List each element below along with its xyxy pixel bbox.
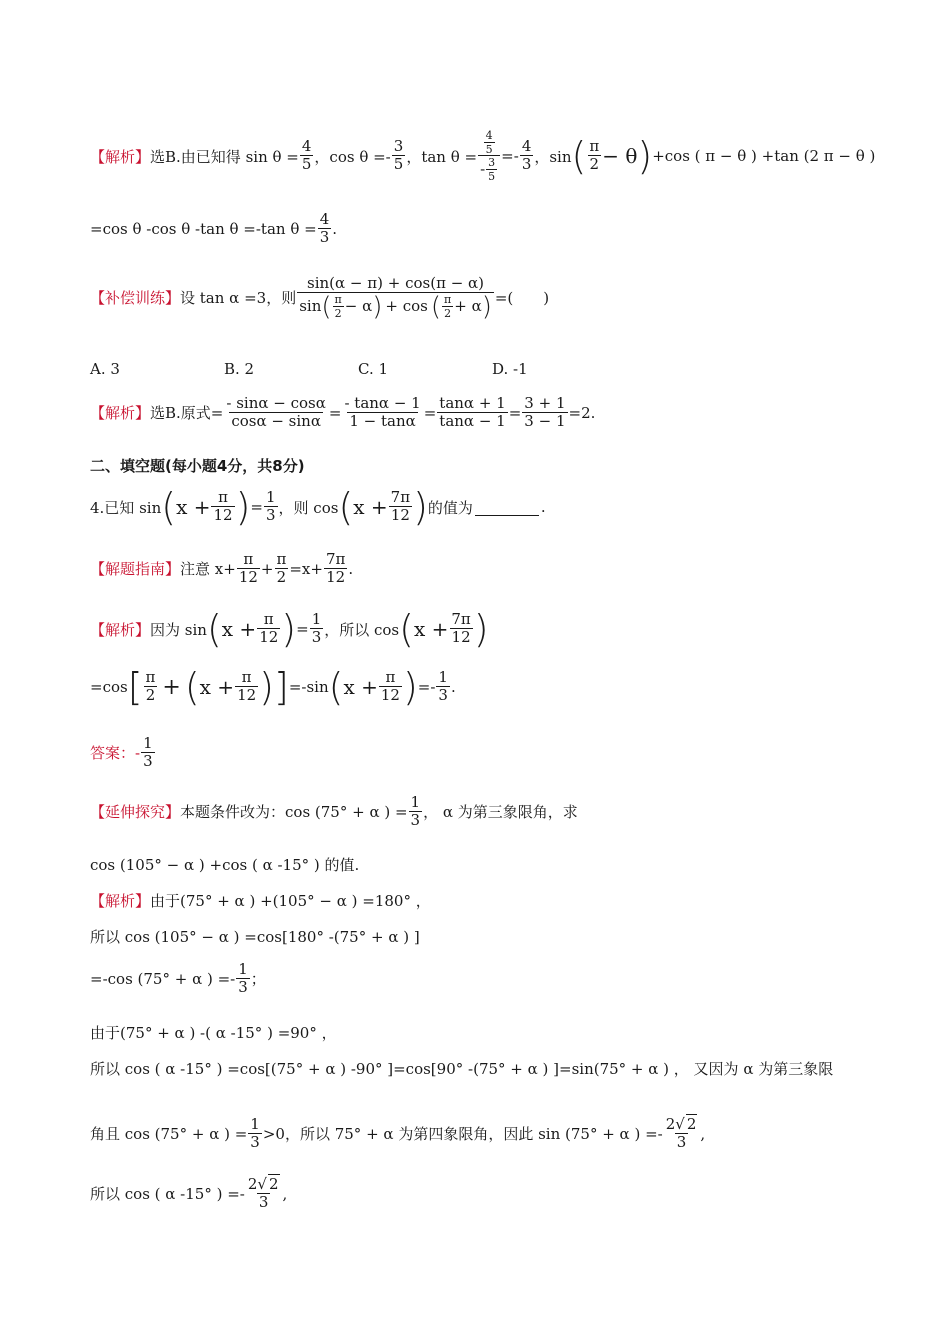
right-paren: ) <box>637 134 653 179</box>
text: ，sin <box>534 147 572 166</box>
fraction: $\frac{1}{3}$ <box>250 1115 260 1151</box>
extension-tag: 【延伸探究】 <box>90 803 181 822</box>
text: x + <box>353 495 388 519</box>
theta-term: − θ <box>602 144 638 169</box>
practice-line <box>90 276 549 320</box>
text: =cos θ -cos θ -tan θ =-tan θ = <box>90 219 317 238</box>
solution-line-1: 【解析】 因为 sin ( x + $\frac{\pi}{12}$ ) = $\frac{1}{3}$ ，所以 cos ( x + $\frac{7\pi}{12}$ ) <box>90 607 489 651</box>
analysis-tag: 【解析】 <box>90 147 151 166</box>
hint-tag: 【解题指南】 <box>90 560 181 579</box>
fraction: $\frac{3}{5}$ <box>393 137 404 174</box>
analysis-line-3 <box>90 396 595 430</box>
analysis-tag: 【解析】 <box>90 404 151 423</box>
text: =-sin <box>288 678 329 696</box>
text: 的值为 <box>427 498 473 517</box>
text: 所以 cos ( α -15° ) =- <box>90 1185 245 1204</box>
answer-line <box>90 736 156 770</box>
text: 选B.由已知得 sin θ = <box>150 147 299 166</box>
text: ； <box>250 970 266 989</box>
fraction: $\frac{\pi}{12}$ <box>380 668 400 704</box>
text: =( ) <box>494 289 550 308</box>
solution-line-2: =cos [ $\frac{\pi}{2}$ + ( x + $\frac{\pi}{12}$ ) ] =-sin ( x + $\frac{\pi}{12}$ ) =- $\frac{1}{3}$ . <box>90 665 456 709</box>
text: - <box>135 743 141 762</box>
text: x + <box>413 617 449 641</box>
text: = <box>423 403 437 422</box>
right-bracket: ] <box>273 665 289 709</box>
fraction: $\frac{1}{3}$ <box>143 734 153 770</box>
extension-line-2: cos (105° − α ) +cos ( α -15° ) 的值. <box>90 856 360 874</box>
analysis-tag: 【解析】 <box>90 892 151 910</box>
extension-solution-7 <box>90 1177 287 1211</box>
extension-solution-4: 由于(75° + α ) -( α -15° ) =90° ， <box>90 1024 337 1042</box>
text: = <box>296 620 309 638</box>
option-c[interactable]: C. 1 <box>358 360 389 378</box>
fraction: $\frac{7\pi}{12}$ <box>451 610 471 646</box>
text: 选B.原式= <box>150 404 224 423</box>
radical-fraction: $\frac{2√ 2}{3}$ <box>247 1175 279 1211</box>
text: x + <box>199 675 235 699</box>
text: = <box>508 403 522 422</box>
fraction: $\frac{\pi}{12}$ <box>237 668 257 704</box>
option-b[interactable]: B. 2 <box>224 360 255 378</box>
compound-fraction: sin(α − π) + cos(π − α) sin ( $\frac{\pi}{2}$ − α ) + cos ( $\frac{\pi}{2}$ + α ) <box>299 274 492 322</box>
text: 4.已知 sin <box>90 498 162 517</box>
text: 因为 sin <box>150 620 207 639</box>
text: , <box>282 1184 288 1203</box>
fraction: $\frac{4}{3}$ <box>521 137 532 174</box>
fraction: $\frac{4}{5}$ <box>301 137 312 174</box>
section-heading: 二、填空题(每小题4分，共8分) <box>90 457 305 475</box>
extension-solution-3 <box>90 962 266 996</box>
text: =2. <box>568 403 596 422</box>
text: x + <box>221 617 257 641</box>
text: 角且 cos (75° + α ) = <box>90 1125 248 1144</box>
extension-solution-1 <box>90 890 431 911</box>
fraction: $\frac{1}{3}$ <box>410 793 421 829</box>
fraction: $\frac{\pi}{12}$ <box>238 550 258 586</box>
analysis-tag: 【解析】 <box>90 620 151 639</box>
fraction: $\frac{- \sin\alpha - \cos\alpha}{\cos\alpha - \sin\alpha}$ <box>226 394 326 430</box>
text: ， α 为第三象限角，求 <box>423 803 578 822</box>
text: =x+ <box>289 559 323 578</box>
fraction: $\frac{3 + 1}{3 - 1}$ <box>524 394 566 430</box>
fraction: $\frac{7\pi}{12}$ <box>390 488 411 524</box>
text: . <box>348 559 354 578</box>
fraction: $\frac{\pi}{2}$ <box>276 550 287 586</box>
left-paren: ( <box>571 134 587 179</box>
text: ，tan θ = <box>406 147 478 166</box>
fraction: $\frac{- \tan\alpha - 1}{1 - \tan\alpha}$ <box>344 394 421 430</box>
text: = <box>250 498 263 516</box>
radical-fraction: $\frac{2√ 2}{3}$ <box>665 1115 697 1151</box>
text: 本题条件改为：cos (75° + α ) = <box>180 803 408 822</box>
text: 注意 x+ <box>180 560 236 579</box>
text: 设 tan α =3，则 <box>180 289 297 308</box>
text: = <box>328 403 342 422</box>
extension-line <box>90 795 578 829</box>
text: =-cos (75° + α ) =- <box>90 969 236 988</box>
fraction: $\frac{\pi}{12}$ <box>213 488 233 524</box>
fraction: $\frac{1}{3}$ <box>438 668 448 704</box>
text: >0，所以 75° + α 为第四象限角，因此 sin (75° + α ) =- <box>262 1125 663 1144</box>
option-a[interactable]: A. 3 <box>90 360 120 378</box>
options-row <box>90 360 790 378</box>
fraction: $\frac{\pi}{12}$ <box>259 610 279 646</box>
text: ，则 cos <box>278 498 339 517</box>
text: . <box>540 498 546 516</box>
fraction: $\frac{\pi}{2}$ <box>589 137 600 174</box>
extension-solution-6 <box>90 1117 705 1151</box>
fraction: $\frac{1}{3}$ <box>311 610 322 646</box>
left-bracket: [ <box>127 665 143 709</box>
fraction: $\frac{\tan\alpha + 1}{\tan\alpha - 1}$ <box>439 394 506 430</box>
practice-tag: 【补偿训练】 <box>90 289 181 308</box>
text: =- <box>501 147 519 166</box>
text: ，所以 cos <box>324 620 400 639</box>
answer-blank[interactable] <box>475 499 539 516</box>
text: x + <box>176 495 211 519</box>
text: . <box>332 219 338 238</box>
fraction: $\frac{1}{3}$ <box>238 960 248 996</box>
text: + <box>162 674 181 700</box>
text: , <box>700 1124 706 1143</box>
text: . <box>450 678 456 696</box>
fraction: $\frac{7\pi}{12}$ <box>325 550 346 586</box>
text: + <box>260 559 274 578</box>
fraction: $\frac{4}{3}$ <box>319 210 330 246</box>
text: +cos ( π − θ ) +tan (2 π − θ ) <box>652 147 876 166</box>
text: =- <box>417 678 436 696</box>
fraction: $\frac{\pi}{2}$ <box>145 668 156 704</box>
text: ，cos θ =- <box>314 147 391 166</box>
fraction: $\frac{1}{3}$ <box>265 488 276 524</box>
extension-solution-2: 所以 cos (105° − α ) =cos[180° -(75° + α ) ] <box>90 928 420 946</box>
answer-label: 答案： <box>90 744 136 763</box>
hint-line <box>90 552 353 586</box>
text: 由于(75° + α ) +(105° − α ) =180° ， <box>150 892 431 910</box>
text: x + <box>343 675 378 699</box>
extension-solution-5: 所以 cos ( α -15° ) =cos[(75° + α ) -90° ]=cos[90° -(75° + α ) ]=sin(75° + α ) ， 又因为 α 为第三象限 <box>90 1060 834 1078</box>
text: =cos <box>90 678 128 696</box>
analysis-line-1 <box>90 130 875 182</box>
question-4: 4.已知 sin ( x + $\frac{\pi}{12}$ ) = $\frac{1}{3}$ ，则 cos ( x + $\frac{7\pi}{12}$ ) 的值为 . <box>90 485 546 529</box>
analysis-line-2 <box>90 212 337 246</box>
option-d[interactable]: D. -1 <box>492 360 528 378</box>
compound-fraction: $\frac{4}{5}$ - $\frac{3}{5}$ <box>478 130 500 182</box>
